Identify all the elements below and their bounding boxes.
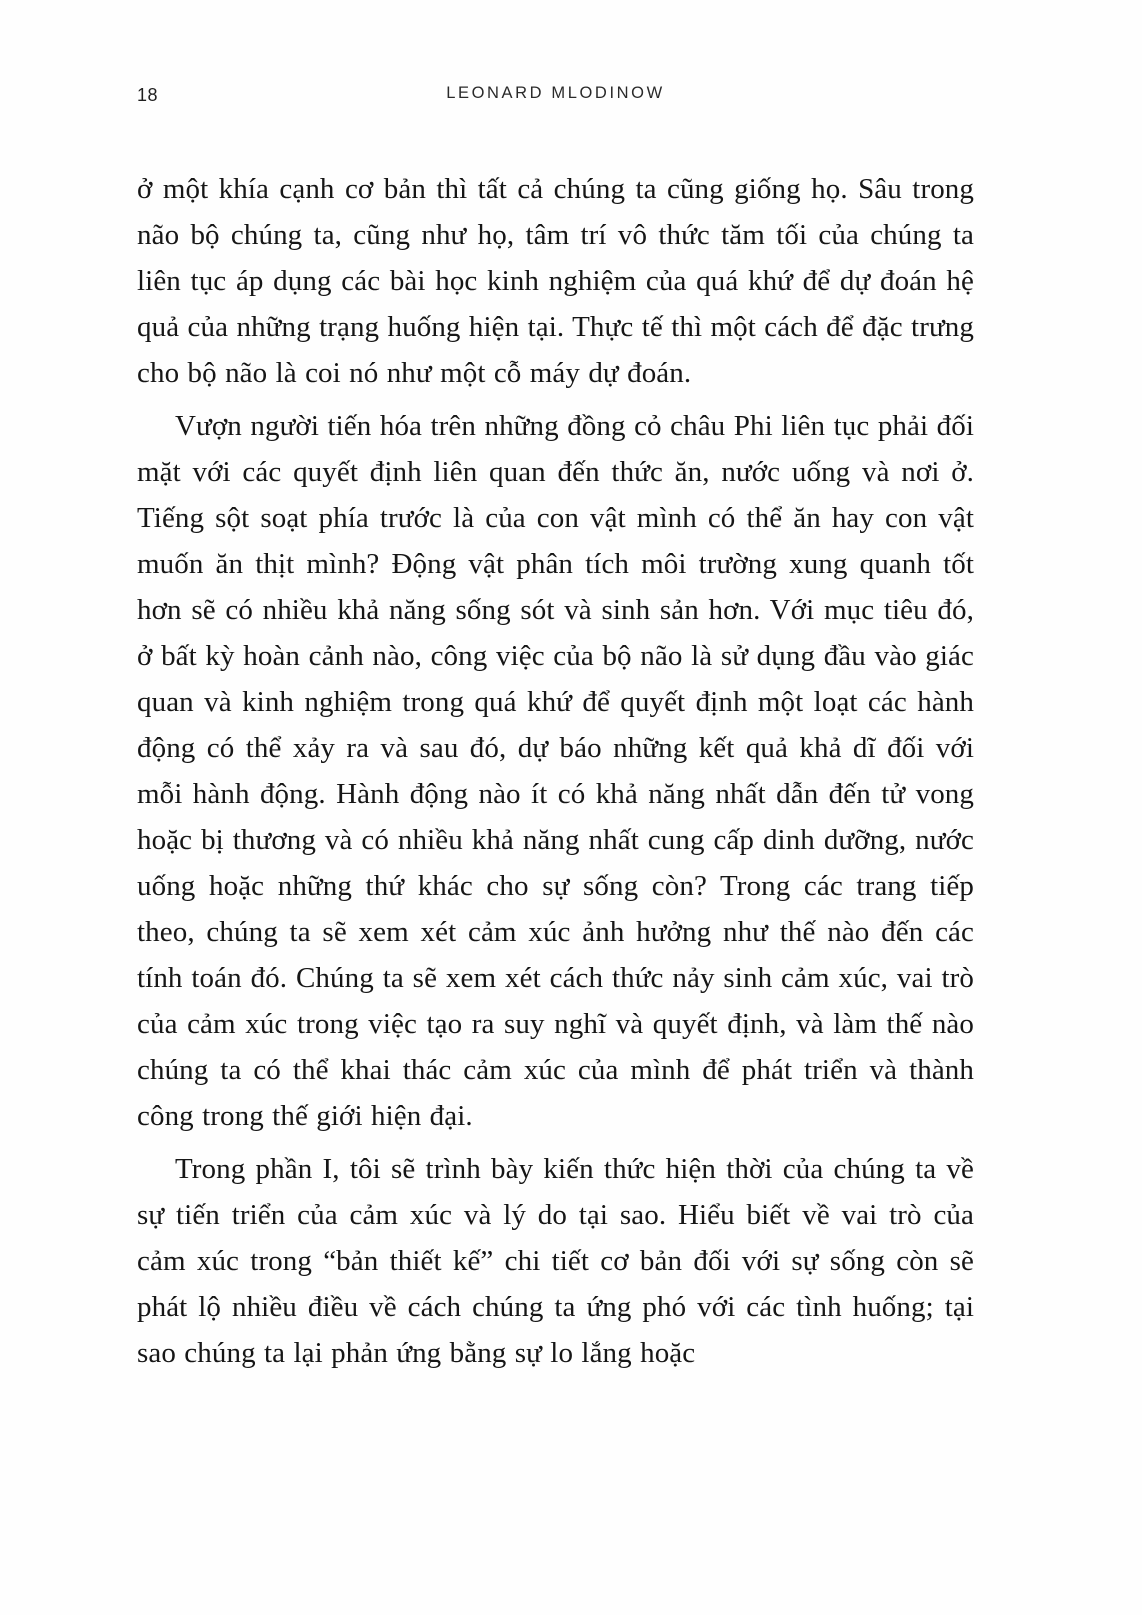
page-number: 18 (137, 85, 159, 105)
paragraph-3: Trong phần I, tôi sẽ trình bày kiến thức hiện thời của chúng ta về sự tiến triển của cảm xúc và lý do tại sao. Hiểu biết về vai trò của cảm xúc trong “bản thiết kế” chi tiết cơ bản đối với sự sống còn sẽ phát lộ nhiều điều về cách chúng ta ứng phó với các tình huống; tại sao chúng ta lại phản ứng bằng sự lo lắng hoặc (137, 1153, 974, 1369)
running-header-author: LEONARD MLODINOW (446, 84, 665, 102)
page-header (137, 84, 974, 110)
paragraph-2: Vượn người tiến hóa trên những đồng cỏ châu Phi liên tục phải đối mặt với các quyết định liên quan đến thức ăn, nước uống và nơi ở. Tiếng sột soạt phía trước là của con vật mình có thể ăn hay con vật muốn ăn thịt mình? Động vật phân tích môi trường xung quanh tốt hơn sẽ có nhiều khả năng sống sót và sinh sản hơn. Với mục tiêu đó, ở bất kỳ hoàn cảnh nào, công việc của bộ não là sử dụng đầu vào giác quan và kinh nghiệm trong quá khứ để quyết định một loạt các hành động có thể xảy ra và sau đó, dự báo những kết quả khả dĩ đối với mỗi hành động. Hành động nào ít có khả năng nhất dẫn đến tử vong hoặc bị thương và có nhiều khả năng nhất cung cấp dinh dưỡng, nước uống hoặc những thứ khác cho sự sống còn? Trong các trang tiếp theo, chúng ta sẽ xem xét cảm xúc ảnh hưởng như thế nào đến các tính toán đó. Chúng ta sẽ xem xét cách thức nảy sinh cảm xúc, vai trò của cảm xúc trong việc tạo ra suy nghĩ và quyết định, và làm thế nào chúng ta có thể khai thác cảm xúc của mình để phát triển và thành công trong thế giới hiện đại. (137, 410, 974, 1132)
page-body (137, 166, 974, 1376)
paragraph-1: ở một khía cạnh cơ bản thì tất cả chúng ta cũng giống họ. Sâu trong não bộ chúng ta, cũng như họ, tâm trí vô thức tăm tối của chúng ta liên tục áp dụng các bài học kinh nghiệm của quá khứ để dự đoán hệ quả của những trạng huống hiện tại. Thực tế thì một cách để đặc trưng cho bộ não là coi nó như một cỗ máy dự đoán. (137, 173, 974, 389)
